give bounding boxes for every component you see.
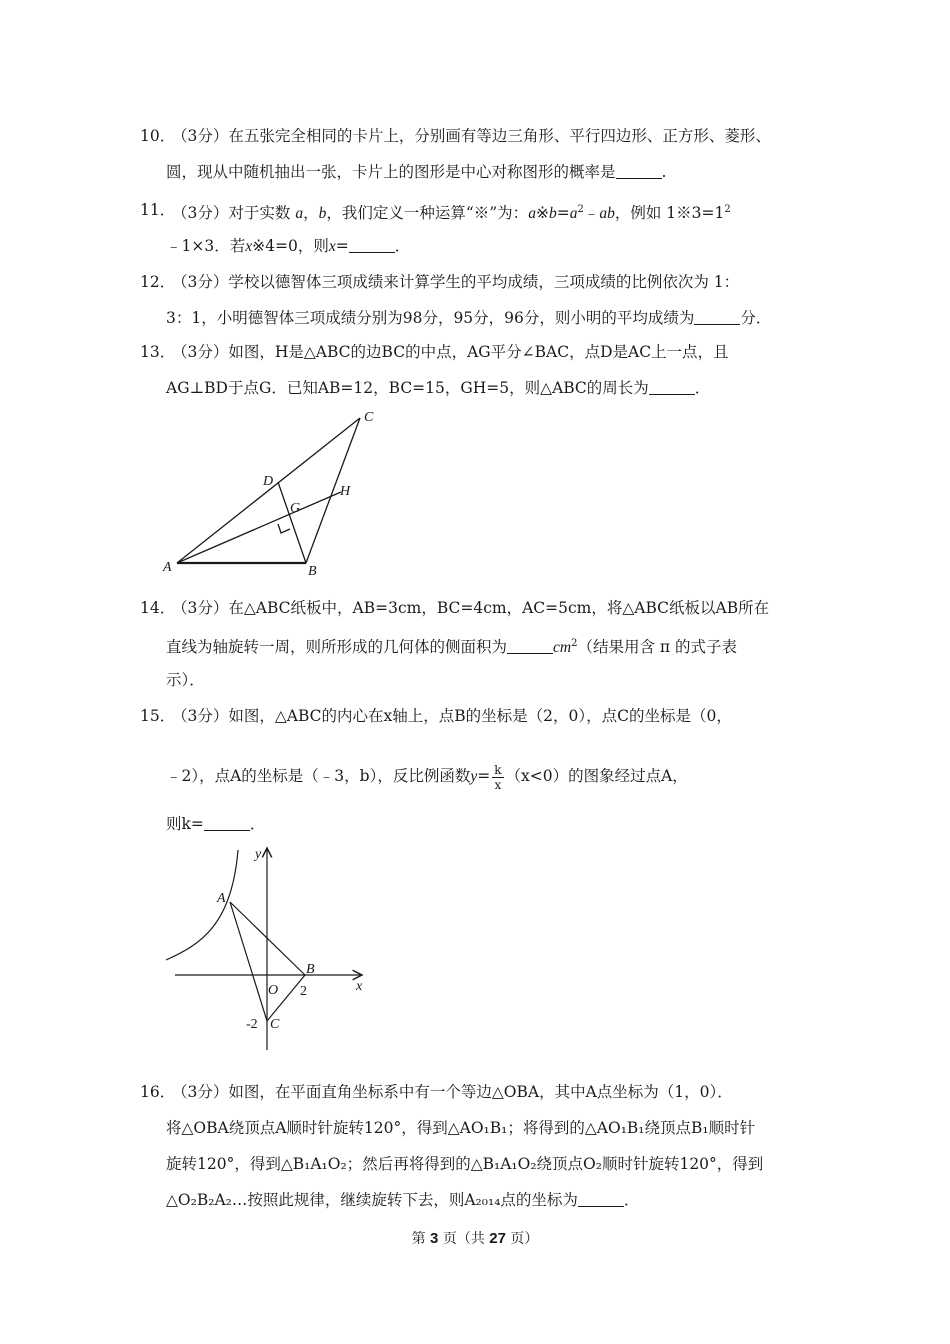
axis-label-y: y [255, 847, 262, 862]
q11-text-d: ﹣1×3．若 [166, 237, 246, 255]
q16-line4 [166, 1182, 639, 1218]
q14-line3: 示）． [166, 671, 205, 689]
q13-line2-end: ． [694, 379, 711, 397]
q15-number: 15． [140, 707, 176, 725]
tick-label-2: 2 [300, 984, 307, 999]
label-o: O [268, 983, 279, 998]
q15-line1: （3分）如图，△ABC的内心在x轴上，点B的坐标是（2，0），点C的坐标是（0， [172, 707, 732, 725]
q11-line2: ﹣1×3．若x※4=0，则x= ． [166, 237, 411, 255]
footer-pre: 第 [411, 1231, 426, 1247]
q11-text-a: （3分）对于实数 [172, 204, 291, 223]
page-total: 27 [489, 1230, 506, 1247]
q13-line2 [166, 370, 710, 406]
answer-blank [507, 652, 553, 654]
q15-line3-text: 则k= [166, 815, 204, 833]
q14-unit: cm [553, 639, 572, 657]
q14-line2-tail: （结果用含 π 的式子表 [577, 638, 738, 657]
q13-line1: （3分）如图，H是△ABC的边BC的中点，AG平分∠BAC，点D是AC上一点，且 [172, 343, 729, 361]
answer-blank [616, 177, 662, 179]
q10-line1: （3分）在五张完全相同的卡片上，分别画有等边三角形、平行四边形、正方形、菱形、 [172, 127, 771, 145]
q10-number: 10． [140, 127, 176, 145]
q15-line2: ﹣2），点A的坐标是（﹣3，b），反比例函数y= $\frac{k}{x}$ （x<0）的图象经过点A， [166, 762, 688, 792]
segment-bd [278, 482, 306, 563]
q12-line2 [166, 300, 771, 336]
hyperbola-curve [166, 850, 238, 960]
coordinate-figure-q15 [160, 840, 380, 1055]
q13-line2-text: AG⊥BD于点G．已知AB=12，BC=15，GH=5，则△ABC的周长为 [166, 379, 649, 397]
q12-number: 12． [140, 273, 176, 291]
fraction-k-over-x [492, 763, 503, 792]
segment-ag [177, 492, 341, 563]
q16-line3: 旋转120°，得到△B₁A₁O₂；然后再将得到的△B₁A₁O₂绕顶点O₂顺时针旋转120°，得到 [166, 1155, 764, 1173]
answer-blank [649, 393, 695, 395]
page-number: 3 [430, 1230, 439, 1247]
q14-line1: （3分）在△ABC纸板中，AB=3cm，BC=4cm，AC=5cm，将△ABC纸板以AB所在 [172, 599, 770, 617]
q15-line2-text: ﹣2），点A的坐标是（﹣3，b），反比例函数 [166, 767, 471, 785]
q15-line3 [166, 806, 265, 842]
q11-number: 11． [140, 201, 176, 219]
label-b: B [308, 564, 317, 579]
fraction-denominator: x [494, 777, 502, 792]
label-b: B [306, 962, 315, 977]
q12-line1: （3分）学校以德智体三项成绩来计算学生的平均成绩，三项成绩的比例依次为 1： [172, 273, 740, 291]
q16-line2: 将△OBA绕顶点A顺时针旋转120°，得到△AO₁B₁；将得到的△AO₁B₁绕顶点B₁顺时针 [166, 1119, 756, 1137]
label-a: A [217, 891, 226, 906]
label-h: H [340, 484, 351, 499]
q16-line1: （3分）如图，在平面直角坐标系中有一个等边△OBA，其中A点坐标为（1，0）． [172, 1083, 733, 1101]
q11-text-c: ，例如 [614, 204, 662, 223]
q16-line4-text: △O₂B₂A₂…按照此规律，继续旋转下去，则A₂₀₁₄点的坐标为 [166, 1191, 578, 1209]
q11-text-e: ，则 [297, 237, 329, 255]
answer-blank [578, 1205, 624, 1207]
q11-text-b: ，我们定义一种运算“※”为： [326, 204, 529, 223]
q16-line4-end: ． [623, 1191, 640, 1209]
axis-label-x: x [356, 979, 363, 994]
q15-line3-end: ． [249, 815, 266, 833]
fraction-numerator: k [494, 762, 502, 777]
q12-line2-end: 分． [740, 309, 772, 327]
answer-blank [349, 251, 395, 253]
answer-blank [694, 323, 740, 325]
footer-post: 页） [510, 1231, 539, 1247]
q10-line2-end: . [661, 163, 667, 181]
q16-number: 16． [140, 1083, 176, 1101]
q11-line1: （3分）对于实数 a，b，我们定义一种运算“※”为：$a※b=a^2﹣ab$，例如 $1※3=1^2$ [172, 204, 731, 223]
label-c: C [364, 410, 374, 425]
label-a: A [163, 560, 172, 575]
label-g: G [290, 501, 301, 516]
q10-line2 [166, 154, 666, 190]
q10-line2-text: 圆，现从中随机抽出一张，卡片上的图形是中心对称图形的概率是 [166, 163, 616, 181]
label-d: D [263, 474, 274, 489]
q15-line2-tail: （x<0）的图象经过点A， [505, 767, 688, 785]
q14-line2: 直线为轴旋转一周，则所形成的几何体的侧面积为 $cm^2$（结果用含 π 的式子表 [166, 638, 738, 657]
answer-blank [204, 829, 250, 831]
tick-label-neg2: -2 [246, 1017, 258, 1032]
page-footer [0, 1228, 950, 1248]
q12-line2-text: 3：1，小明德智体三项成绩分别为98分，95分，96分，则小明的平均成绩为 [166, 309, 695, 327]
q14-line2-text: 直线为轴旋转一周，则所形成的几何体的侧面积为 [166, 638, 508, 657]
right-angle-mark [278, 524, 290, 533]
triangle-figure-q13 [160, 405, 400, 580]
q11-end: ． [394, 237, 411, 255]
q14-number: 14． [140, 599, 176, 617]
q13-number: 13． [140, 343, 176, 361]
footer-mid: 页（共 [442, 1231, 485, 1247]
label-c: C [270, 1017, 280, 1032]
